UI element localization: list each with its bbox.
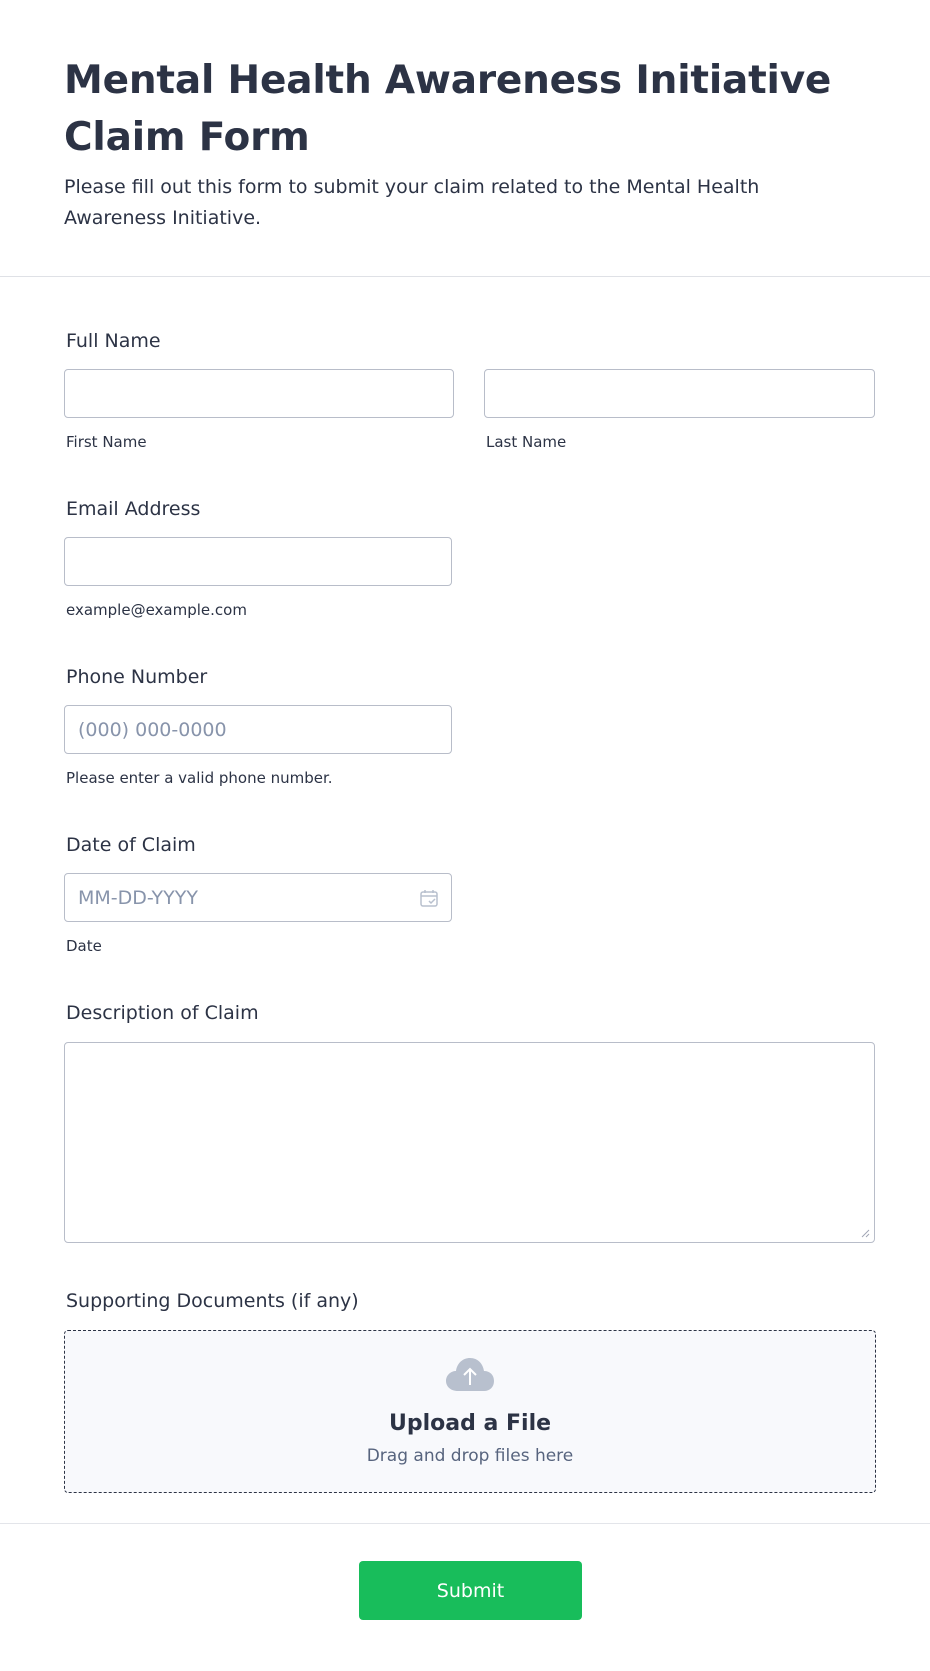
upload-subtitle: Drag and drop files here [366, 1446, 574, 1466]
date-label: Date of Claim [66, 834, 196, 856]
file-upload-dropzone[interactable] [64, 1330, 876, 1493]
email-sublabel: example@example.com [66, 601, 247, 619]
email-label: Email Address [66, 498, 201, 520]
upload-title: Upload a File [388, 1411, 552, 1436]
first-name-input[interactable] [64, 369, 454, 418]
phone-label-wrap [64, 665, 207, 689]
calendar-icon[interactable] [419, 888, 439, 908]
description-textarea[interactable] [64, 1042, 875, 1243]
date-sublabel: Date [66, 937, 102, 955]
email-label-wrap [64, 497, 200, 521]
form-subtitle: Please fill out this form to submit your claim related to the Mental Health Awareness Initiative. [64, 176, 760, 229]
phone-input[interactable]: (000) 000-0000 [64, 705, 452, 754]
resize-grip-icon[interactable] [860, 1228, 870, 1238]
footer-divider [0, 1523, 930, 1524]
cloud-upload-icon [445, 1357, 495, 1393]
full-name-label-wrap [64, 329, 161, 353]
phone-sublabel: Please enter a valid phone number. [66, 769, 333, 787]
description-label: Description of Claim [66, 1002, 259, 1024]
documents-label-wrap [64, 1289, 359, 1313]
full-name-label: Full Name [66, 330, 161, 352]
email-field[interactable] [64, 537, 452, 586]
description-label-wrap [64, 1001, 259, 1025]
date-placeholder: MM-DD-YYYY [78, 886, 198, 909]
first-name-sublabel: First Name [66, 433, 147, 451]
form-header [0, 0, 930, 277]
date-input[interactable] [64, 873, 452, 922]
last-name-sublabel: Last Name [486, 433, 567, 451]
last-name-input[interactable] [484, 369, 875, 418]
submit-button[interactable]: Submit [359, 1561, 582, 1620]
documents-label: Supporting Documents (if any) [66, 1290, 359, 1312]
date-label-wrap [64, 833, 196, 857]
form-title: Mental Health Awareness Initiative Claim Form [64, 58, 832, 160]
phone-label: Phone Number [66, 666, 208, 688]
